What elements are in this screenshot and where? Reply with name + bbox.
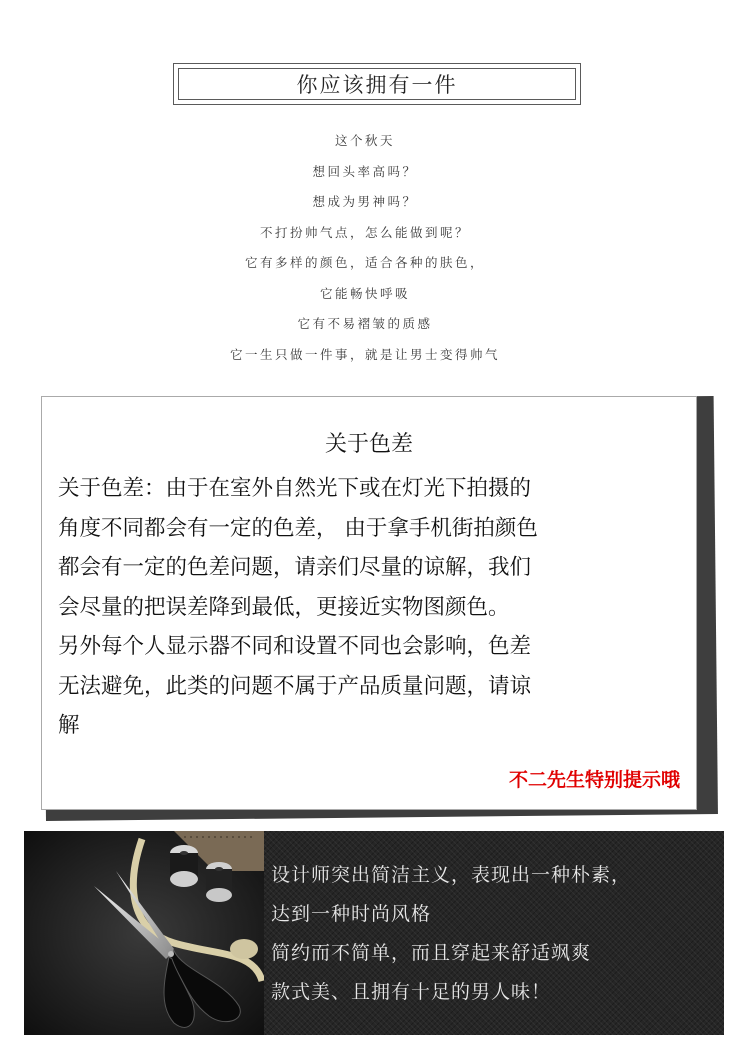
tailoring-tools-image: [24, 831, 264, 1035]
poem-line: 想回头率高吗？: [312, 163, 418, 179]
banner-description: [271, 856, 721, 1012]
poem-line: 想成为男神吗？: [312, 194, 418, 209]
poem-line: 不打扮帅气点，怎么能做到呢？: [259, 224, 470, 240]
poem-line: 这个秋天: [334, 133, 395, 148]
banner-line: 简约而不简单，而且穿起来舒适飒爽: [271, 942, 592, 964]
title-inner-frame: [178, 68, 576, 100]
notice-heading: 关于色差: [324, 432, 413, 457]
notice-line: 关于色差：由于在室外自然光下或在灯光下拍摄的: [58, 476, 532, 501]
notice-line: 无法避免，此类的问题不属于产品质量问题，请谅: [58, 673, 532, 699]
notice-line: 会尽量的把误差降到最低，更接近实物图颜色。: [58, 594, 510, 620]
notice-line: 角度不同都会有一定的色差， 由于拿手机街拍颜色: [58, 515, 538, 541]
notice-line: 另外每个人显示器不同和设置不同也会影响，色差: [58, 634, 532, 659]
intro-poem: [0, 126, 730, 370]
notice-footer-tip: 不二先生特别提示哦: [508, 769, 680, 791]
notice-line: 都会有一定的色差问题，请亲们尽量的谅解，我们: [58, 555, 532, 580]
notice-line: 解: [58, 713, 80, 738]
banner-line: 款式美、且拥有十足的男人味！: [271, 981, 552, 1003]
poem-line: 它有不易褶皱的质感: [297, 316, 433, 331]
poem-line: 它有多样的颜色，适合各种的肤色，: [244, 255, 485, 270]
color-difference-notice: [41, 396, 697, 810]
page-title: 你应该拥有一件: [296, 73, 458, 97]
banner-line: 达到一种时尚风格: [271, 903, 432, 925]
banner-line: 设计师突出简洁主义，表现出一种朴素，: [271, 864, 632, 886]
notice-body: [58, 469, 690, 746]
poem-line: 它一生只做一件事，就是让男士变得帅气: [229, 346, 500, 362]
design-banner: [24, 831, 724, 1035]
title-frame: [173, 63, 581, 105]
poem-line: 它能畅快呼吸: [319, 285, 410, 301]
